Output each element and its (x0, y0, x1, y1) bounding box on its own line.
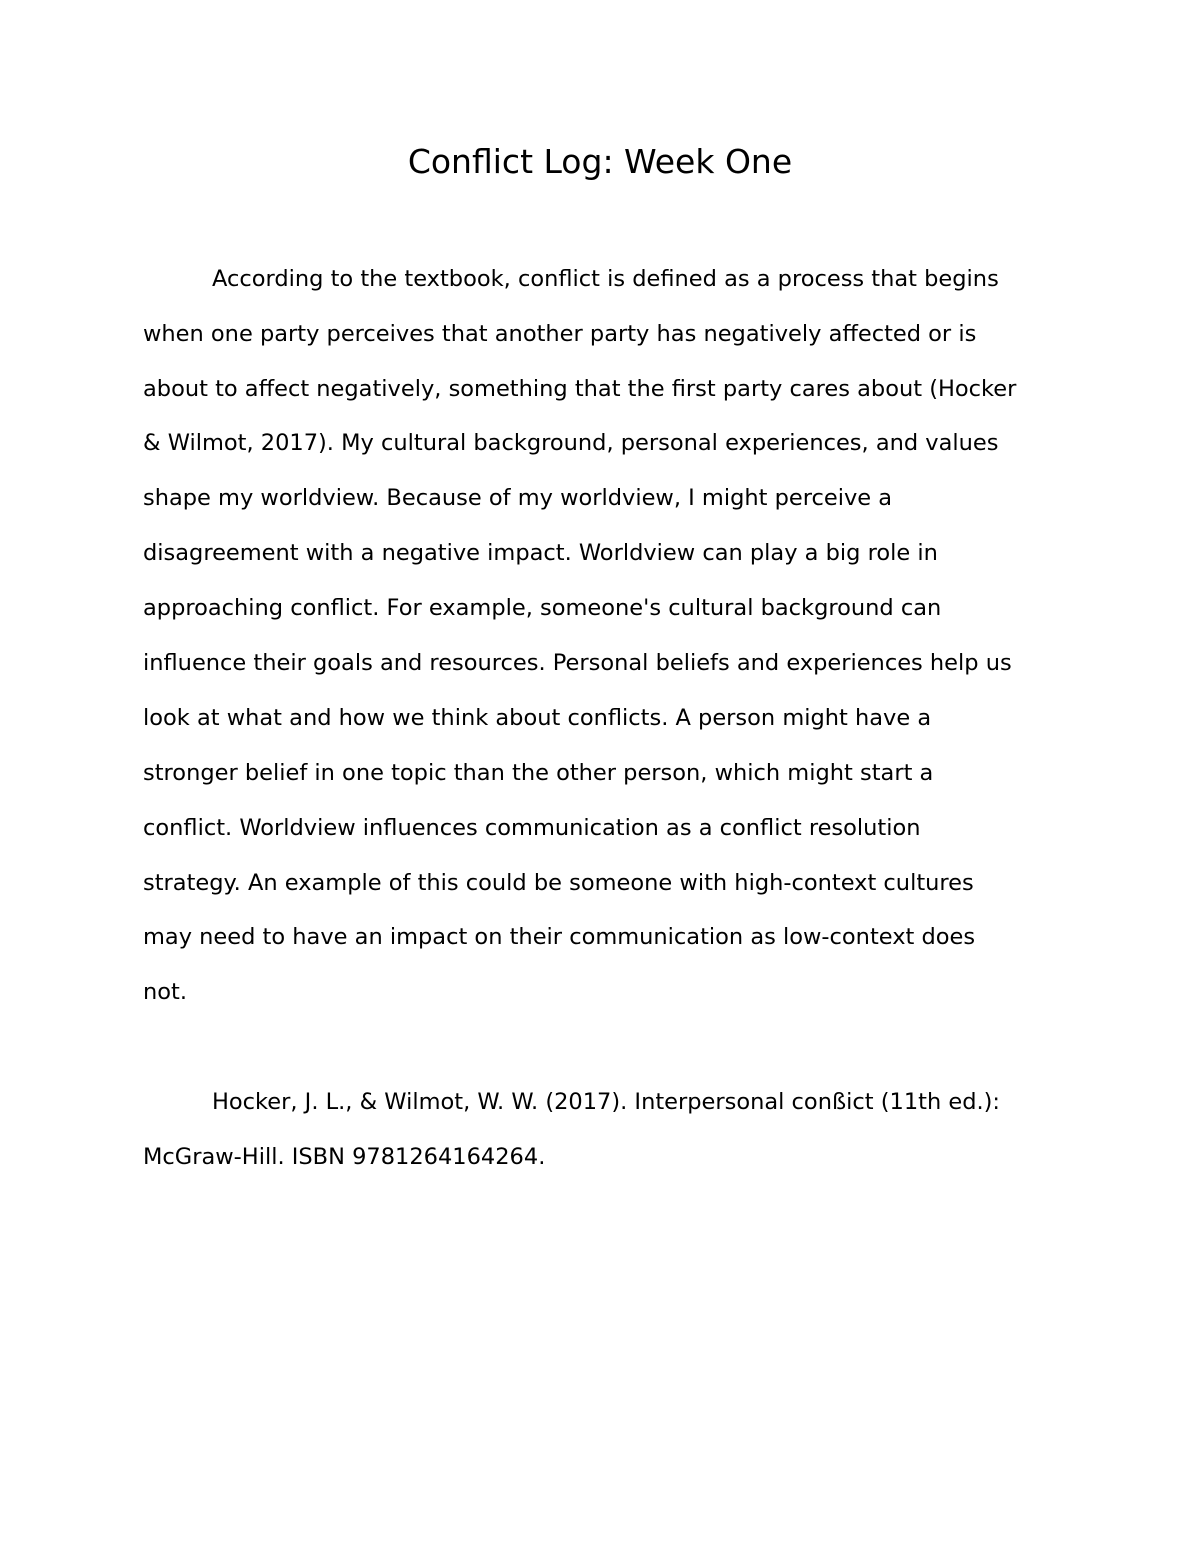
paragraph-line: look at what and how we think about conflicts. A person might have a (143, 705, 932, 731)
paragraph-line: disagreement with a negative impact. Worldview can play a big role in (143, 540, 938, 566)
reference-line: McGraw-Hill. ISBN 9781264164264. (143, 1144, 546, 1170)
paragraph-line: stronger belief in one topic than the other person, which might start a (143, 760, 934, 786)
paragraph-line: may need to have an impact on their communication as low-context does (143, 924, 976, 950)
paragraph-line: conflict. Worldview influences communication as a conflict resolution (143, 815, 921, 841)
reference-line: Hocker, J. L., & Wilmot, W. W. (2017). Interpersonal conßict (11th ed.): (212, 1089, 1001, 1115)
paragraph-line: According to the textbook, conflict is defined as a process that begins (212, 266, 999, 292)
paragraph-line: about to affect negatively, something that the first party cares about (Hocker (143, 376, 1017, 402)
paragraph-line: influence their goals and resources. Personal beliefs and experiences help us (143, 650, 1012, 676)
paragraph-line: when one party perceives that another party has negatively affected or is (143, 321, 977, 347)
paragraph-line: shape my worldview. Because of my worldview, I might perceive a (143, 485, 893, 511)
page-title: Conflict Log: Week One (407, 142, 793, 181)
paragraph-line: strategy. An example of this could be someone with high-context cultures (143, 870, 974, 896)
paragraph-line: & Wilmot, 2017). My cultural background, personal experiences, and values (143, 430, 999, 456)
paragraph-line: approaching conflict. For example, someone's cultural background can (143, 595, 942, 621)
paragraph-line: not. (143, 979, 188, 1005)
